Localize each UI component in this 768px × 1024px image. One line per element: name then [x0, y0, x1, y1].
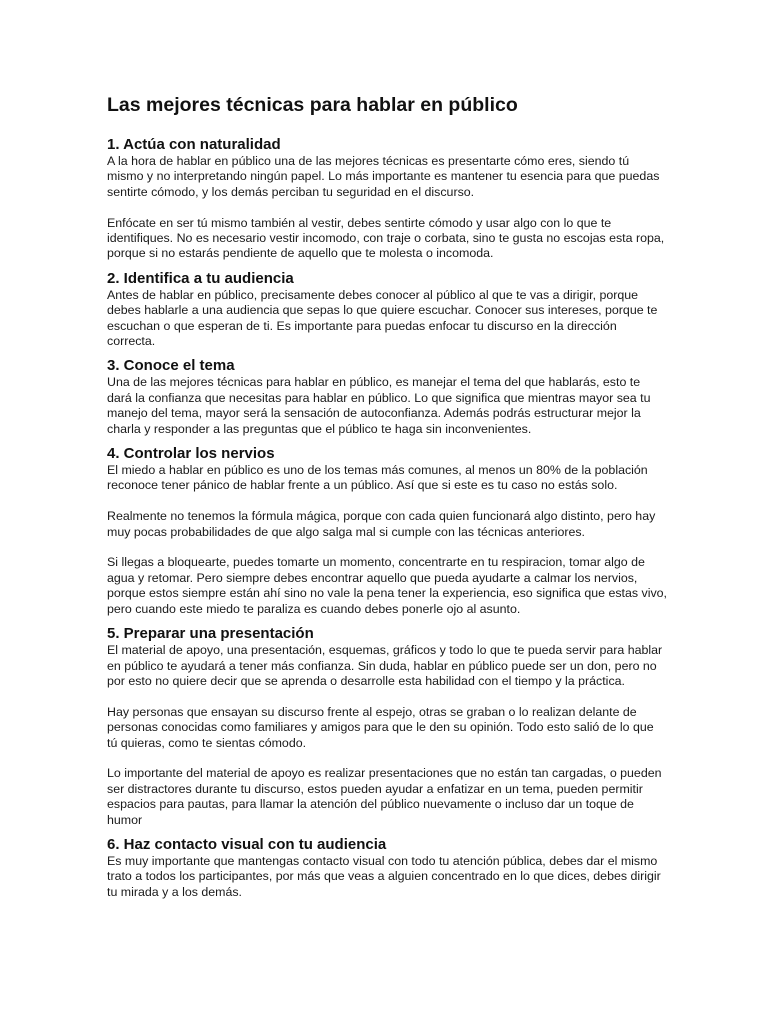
paragraph: Una de las mejores técnicas para hablar en público, es manejar el tema del que hablarás, esto te dará la confianza que necesitas para hablar en público. Lo que significa que mientras mayor sea tu manejo del tema, mayor será la sensación de autoconfianza. Además podrás estructurar mejor la charla y responder a las preguntas que el público te haga sin inconvenientes. [107, 375, 651, 436]
paragraph: Lo importante del material de apoyo es realizar presentaciones que no están tan cargadas, o pueden ser distractores durante tu discurso, estos pueden ayudar a enfatizar en un tema, pueden permitir espacios para pautas, para llamar la atención del público nuevamente o incluso dar un toque de humor [107, 766, 662, 827]
document-title: Las mejores técnicas para hablar en público [107, 94, 518, 116]
paragraph: A la hora de hablar en público una de las mejores técnicas es presentarte cómo eres, siendo tú mismo y no interpretando ningún papel. Lo más importante es mantener tu esencia para que puedas sentirte cómodo, y los demás perciban tu seguridad en el discurso. [107, 154, 660, 199]
section-heading: 6. Haz contacto visual con tu audiencia [107, 835, 387, 853]
document-page [107, 93, 667, 908]
section-heading: 2. Identifica a tu audiencia [107, 269, 294, 287]
paragraph: Si llegas a bloquearte, puedes tomarte un momento, concentrarte en tu respiracion, tomar algo de agua y retomar. Pero siempre debes encontrar aquello que pueda ayudarte a calmar los nervios, porque estos siempre están ahí sino no vale la pena tener la experiencia, eso significa que estas vivo, pero cuando este miedo te paraliza es cuando debes ponerle ojo al asunto. [107, 555, 667, 616]
section-heading: 3. Conoce el tema [107, 357, 235, 375]
paragraph: El material de apoyo, una presentación, esquemas, gráficos y todo lo que te pueda servir para hablar en público te ayudará a tener más confianza. Sin duda, hablar en público puede ser un don, pero no por esto no quiere decir que se aprenda o desarrolle esta habilidad con el tiempo y la práctica. [107, 643, 663, 688]
section-heading: 5. Preparar una presentación [107, 625, 314, 643]
section-5 [107, 625, 667, 828]
paragraph: El miedo a hablar en público es uno de los temas más comunes, al menos un 80% de la población reconoce tener pánico de hablar frente a un público. Así que si este es tu caso no estás solo. [107, 463, 648, 493]
paragraph: Hay personas que ensayan su discurso frente al espejo, otras se graban o lo realizan delante de personas conocidas como familiares y amigos para que le den su opinión. Todo esto salió de lo que tú quieras, como te sientas cómodo. [107, 704, 654, 750]
section-heading: 1. Actúa con naturalidad [107, 136, 281, 153]
paragraph: Es muy importante que mantengas contacto visual con todo tu atención pública, debes dar el mismo trato a todos los participantes, por más que veas a alguien concentrado en lo que dices, debes dirigir tu mirada y a los demás. [107, 853, 661, 899]
paragraph: Realmente no tenemos la fórmula mágica, porque con cada quien funcionará algo distinto, pero hay muy pocas probabilidades de que algo salga mal si cumple con las técnicas anteriores. [107, 509, 656, 539]
paragraph: Antes de hablar en público, precisamente debes conocer al público al que te vas a dirigir, porque debes hablarle a una audiencia que sepas lo que quiere escuchar. Conocer sus intereses, porque te escuchan o que esperan de ti. Es importante para puedas enfocar tu discurso en la dirección correcta. [107, 287, 658, 349]
section-4 [107, 445, 667, 617]
section-1 [107, 136, 667, 262]
section-heading: 4. Controlar los nervios [107, 445, 275, 463]
section-6 [107, 836, 667, 900]
section-3 [107, 357, 667, 437]
paragraph: Enfócate en ser tú mismo también al vestir, debes sentirte cómodo y usar algo con lo que te identifiques. No es necesario vestir incomodo, con traje o corbata, sino te gusta no escojas esta ropa, porque si no estarás pendiente de aquello que te molesta o incomoda. [107, 215, 665, 261]
section-2 [107, 270, 667, 350]
